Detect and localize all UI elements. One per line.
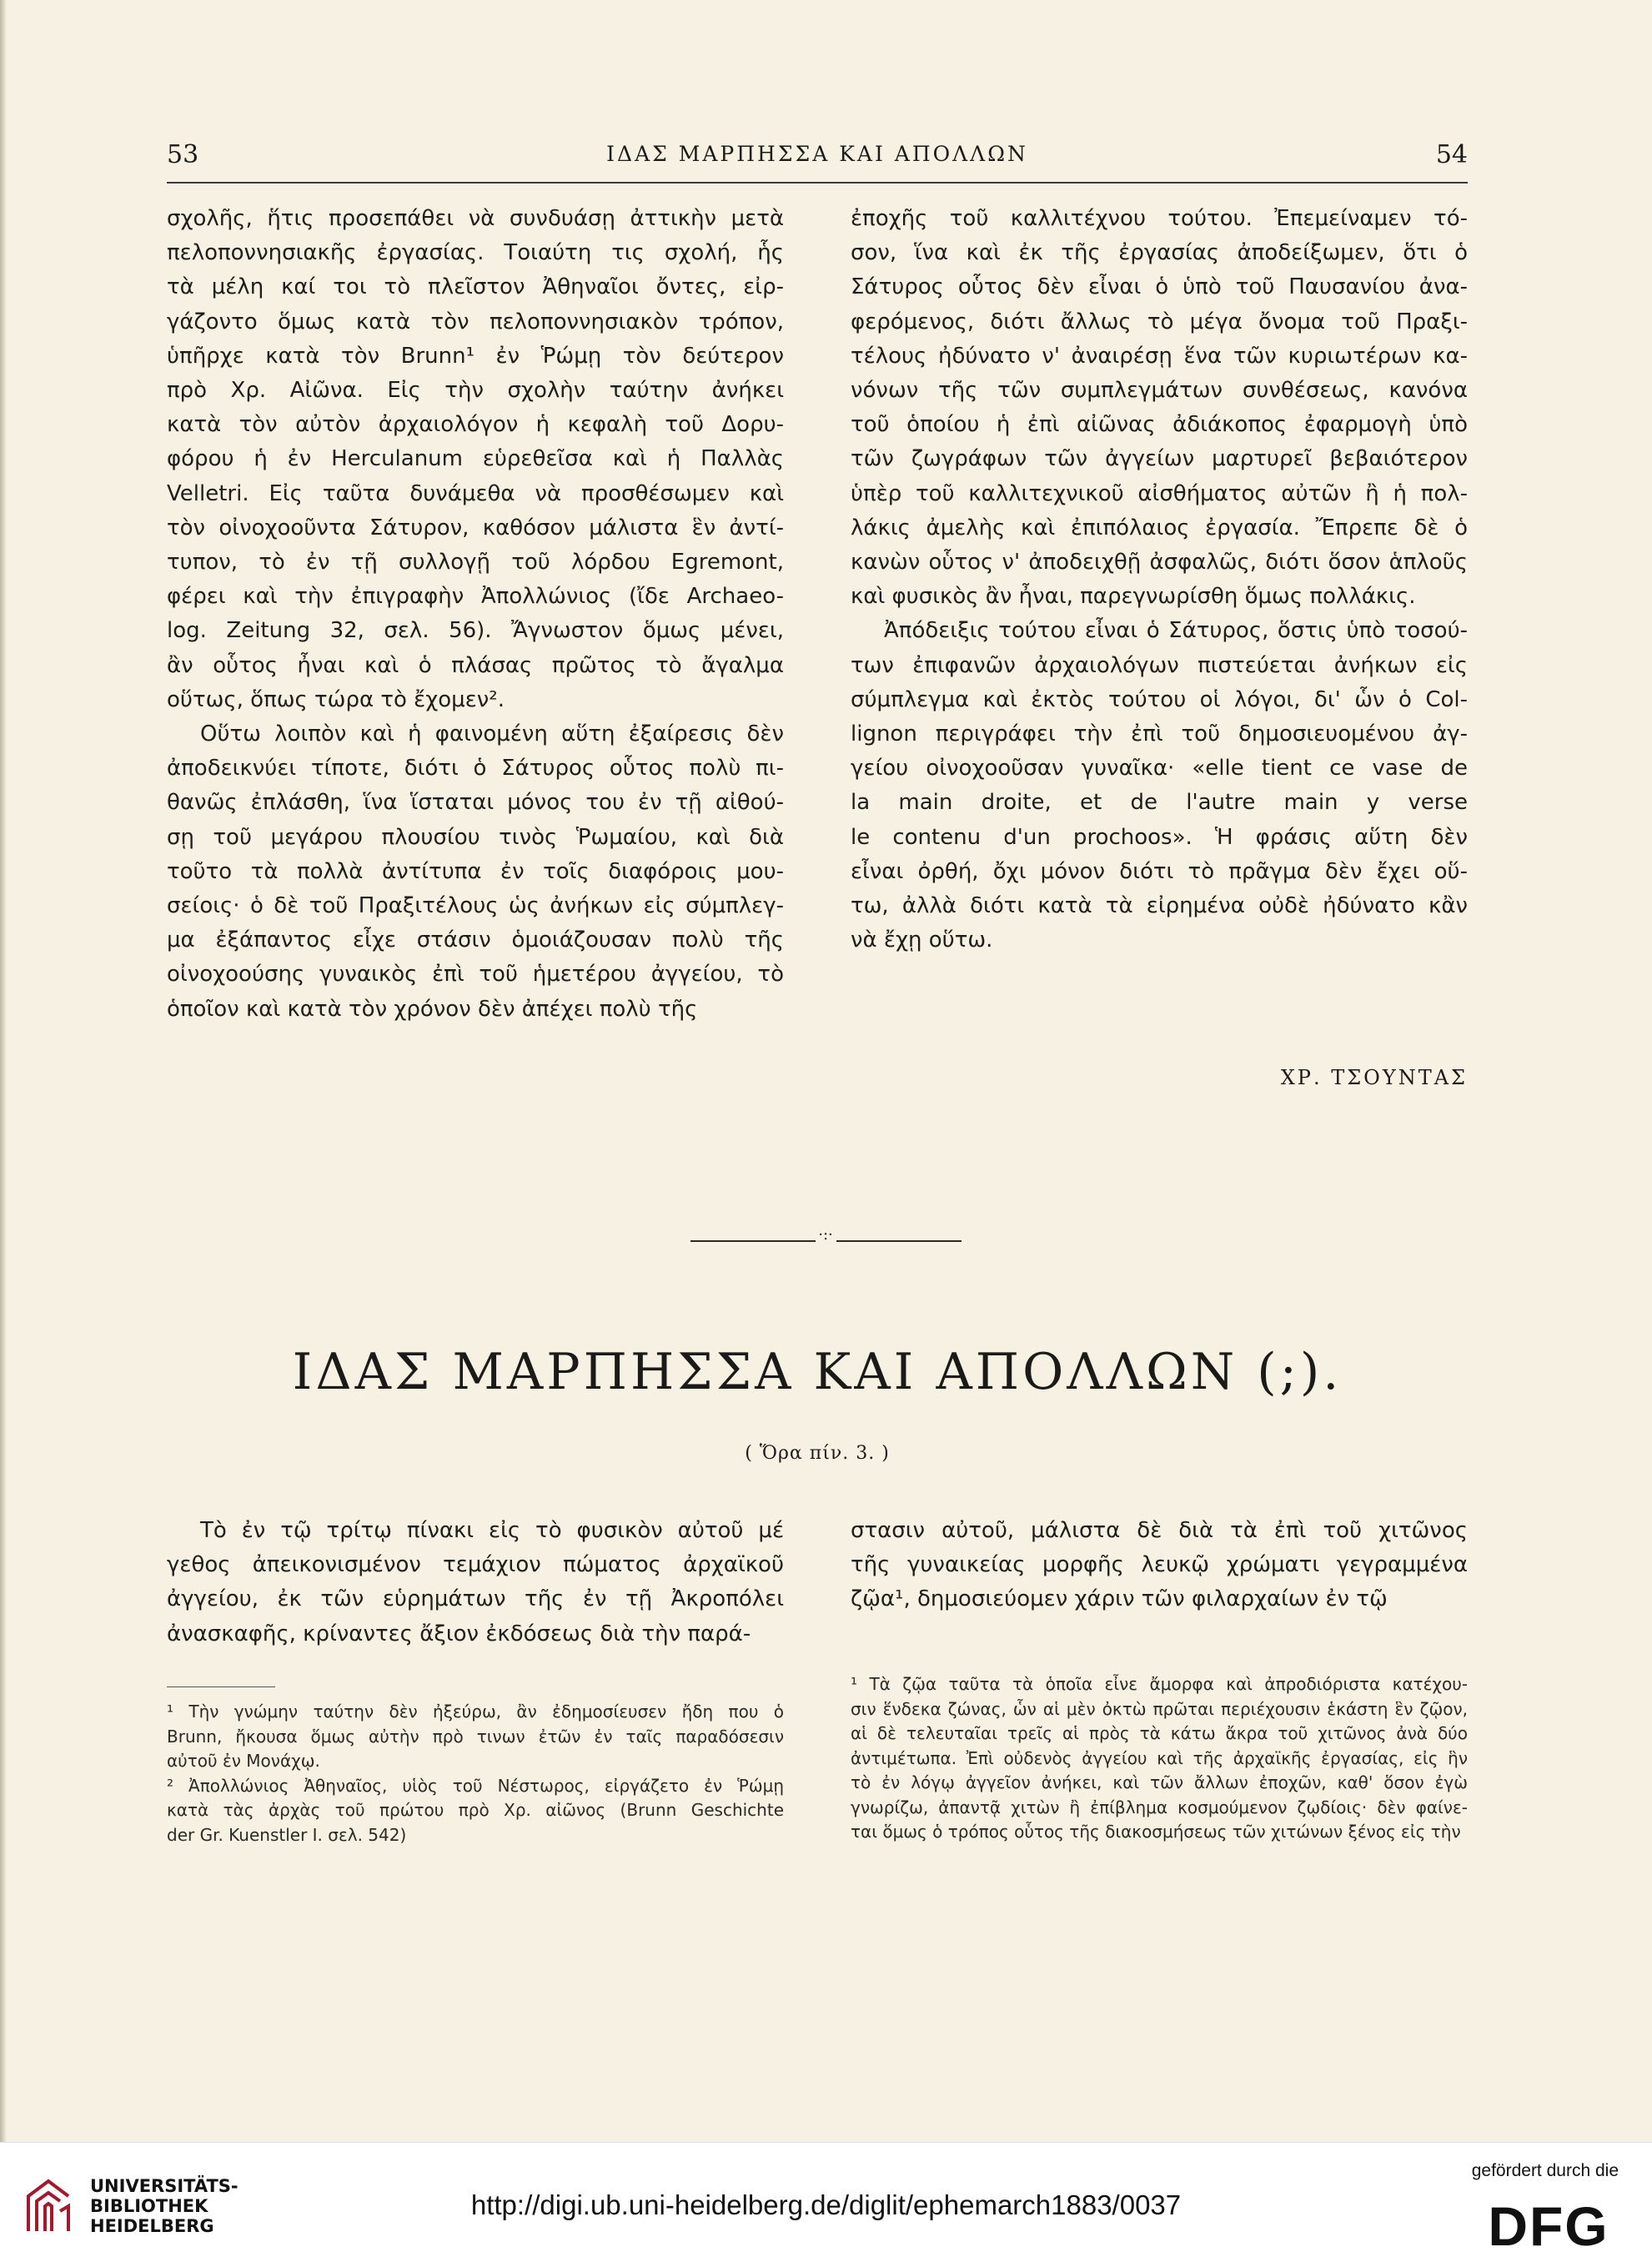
footnote-line: der Gr. Kuenstler I. σελ. 542) <box>167 1824 407 1845</box>
prev-article-column-right <box>851 202 1468 958</box>
running-title: ΙΔΑΣ ΜΑΡΠΗΣΣΑ ΚΑΙ ΑΠΟΛΛΩΝ <box>606 142 1028 166</box>
divider-ornament: ·:· <box>818 1226 833 1244</box>
scan-edge-shadow <box>0 0 7 2142</box>
text-line: σύμπλεγμα καὶ ἐκτὸς τούτου οἱ λόγοι, δι' ὧν ὁ Col- <box>851 686 1468 712</box>
text-line: φέρει καὶ τὴν ἐπιγραφὴν Ἀπολλώνιος (ἴδε Archaeo- <box>167 584 784 610</box>
text-line: ἀγγείου, ἐκ τῶν εὑρημάτων τῆς ἐν τῇ Ἀκροπόλει <box>167 1586 784 1612</box>
text-line: τὸν οἰνοχοοῦντα Σάτυρον, καθόσον μάλιστα ἓν ἀντί- <box>167 515 784 540</box>
permalink-url[interactable]: http://digi.ub.uni-heidelberg.de/diglit/ephemarch1883/0037 <box>470 2189 1182 2220</box>
footnote-line: αἱ δὲ τελευταῖαι τρεῖς αἱ πρὸς τὰ κάτω ἄκρα τοῦ χιτῶνος ἀνὰ δύο <box>851 1723 1468 1743</box>
text-line: la main droite, et de l'autre main y verse <box>851 790 1468 816</box>
text-line: ἀποδεικνύει τίποτε, διότι ὁ Σάτυρος οὗτος πολὺ πι- <box>167 756 784 782</box>
text-line: λάκις ἀμελὴς καὶ ἐπιπόλαιος ἐργασία. Ἔπρεπε δὲ ὁ <box>851 515 1468 540</box>
text-line: καὶ φυσικὸς ἂν ἦναι, παρεγνωρίσθη ὅμως πολλάκις. <box>851 584 1416 610</box>
library-name-line: UNIVERSITÄTS- <box>90 2176 239 2196</box>
text-line: le contenu d'un prochoos». Ἡ φράσις αὕτη δὲν <box>851 824 1468 850</box>
text-line: τοῦ ὁποίου ἡ ἐπὶ αἰῶνας ἀδιάκοπος ἐφαρμογὴ ὑπὸ <box>851 412 1468 438</box>
header-rule <box>167 182 1468 183</box>
text-line: ἂν οὗτος ἦναι καὶ ὁ πλάσας πρῶτος τὸ ἄγαλμα <box>167 652 784 678</box>
text-line: νὰ ἔχῃ οὕτω. <box>851 927 993 953</box>
text-line: σείοις· ὁ δὲ τοῦ Πραξιτέλους ὡς ἀνήκων εἰς σύμπλεγ- <box>167 893 784 919</box>
footnote-line: γνωρίζω, ἀπαντᾷ χιτὼν ἢ ἐπίβλημα κοσμούμενον ζῳδίοις· δὲν φαίνε- <box>851 1797 1468 1817</box>
running-head <box>167 140 1468 173</box>
divider-line-right <box>836 1240 962 1242</box>
footnote-line: αὐτοῦ ἐν Μονάχῳ. <box>167 1751 320 1771</box>
page-number-right: 54 <box>1435 140 1468 169</box>
text-line: Τὸ ἐν τῷ τρίτῳ πίνακι εἰς τὸ φυσικὸν αὐτοῦ μέ <box>200 1518 784 1543</box>
text-line: κανὼν οὗτος ν' ἀποδειχθῇ ἀσφαλῶς, διότι ὅσον ἁπλοῦς <box>851 550 1468 576</box>
dfg-logo-icon[interactable] <box>1479 2199 1619 2251</box>
plate-reference: ( Ὅρα πίν. 3. ) <box>745 1443 890 1464</box>
footnotes-left <box>167 1700 784 1847</box>
text-line: lignon περιγράφει τὴν ἐπὶ τοῦ δημοσιευομένου ἀγ- <box>851 721 1468 747</box>
page-number-left: 53 <box>167 140 199 169</box>
text-line: Σάτυρος οὗτος δὲν εἶναι ὁ ὑπὸ τοῦ Παυσανίου ἀνα- <box>851 274 1468 300</box>
text-line: οὕτως, ὅπως τώρα τὸ ἔχομεν². <box>167 686 505 712</box>
footnote-line: ται ὅμως ὁ τρόπος οὗτος τῆς διακοσμήσεως τῶν χιτώνων ξένος εἰς τὴν <box>851 1822 1461 1842</box>
text-line: ἀνασκαφῆς, κρίναντες ἄξιον ἐκδόσεως διὰ τὴν παρά- <box>167 1621 751 1646</box>
footnote-line: σιν ἕνδεκα ζώνας, ὧν αἱ μὲν ὀκτὼ πρῶται περιέχουσιν ἑκάστη ἓν ζῷον, <box>851 1698 1468 1719</box>
text-line: πελοποννησιακῆς ἐργασίας. Τοιαύτη τις σχολή, ἧς <box>167 240 784 266</box>
text-line: τω, ἀλλὰ διότι κατὰ τὰ εἰρημένα οὐδὲ ἠδύνατο κἂν <box>851 893 1468 919</box>
footnote-line: ¹ Τὰ ζῷα ταῦτα τὰ ὁποῖα εἶνε ἄμορφα καὶ ἀπροδιόριστα κατέχου- <box>851 1674 1468 1694</box>
author-signature: ΧΡ. ΤΣΟΥΝΤΑΣ <box>1280 1066 1468 1089</box>
text-line: Οὕτω λοιπὸν καὶ ἡ φαινομένη αὕτη ἐξαίρεσις δὲν <box>200 721 784 747</box>
text-line: θανῶς ἐπλάσθη, ἵνα ἵσταται μόνος του ἐν τῇ αἰθού- <box>167 790 784 816</box>
library-name-line: BIBLIOTHEK <box>90 2196 208 2216</box>
text-line: νόνων τῆς τῶν συμπλεγμάτων συνθέσεως, κανόνα <box>851 378 1468 404</box>
text-line: ὁποῖον καὶ κατὰ τὸν χρόνον δὲν ἀπέχει πολὺ τῆς <box>167 996 698 1022</box>
text-line: κατὰ τὸν αὐτὸν ἀρχαιολόγον ἡ κεφαλὴ τοῦ Δορυ- <box>167 412 784 438</box>
article-column-right <box>851 1514 1468 1617</box>
text-line: ὑπὲρ τοῦ καλλιτεχνικοῦ αἰσθήματος αὐτῶν ἢ ἡ πολ- <box>851 480 1468 506</box>
text-line: σῃ τοῦ μεγάρου πλουσίου τινὸς Ῥωμαίου, καὶ διὰ <box>167 824 784 850</box>
text-line: εἶναι ὀρθή, ὄχι μόνον διότι τὸ πρᾶγμα δὲν ἔχει οὕ- <box>851 858 1468 884</box>
text-line: τοῦτο τὰ πολλὰ ἀντίτυπα ἐν τοῖς διαφόροις μου- <box>167 858 784 884</box>
text-line: στασιν αὐτοῦ, μάλιστα δὲ διὰ τὰ ἐπὶ τοῦ χιτῶνος <box>851 1518 1468 1543</box>
footnote-line: ² Ἀπολλώνιος Ἀθηναῖος, υἱὸς τοῦ Νέστωρος, εἰργάζετο ἐν Ῥώμῃ <box>167 1775 784 1796</box>
text-line: ἐποχῆς τοῦ καλλιτέχνου τούτου. Ἐπεμείναμεν τό- <box>851 206 1468 231</box>
footnote-line: ἀντιμέτωπα. Ἐπὶ οὐδενὸς ἀγγείου καὶ τῆς ἀρχαϊκῆς ἐργασίας, εἰς ἣν <box>851 1747 1468 1768</box>
text-line: φερόμενος, διότι ἄλλως τὸ μέγα ὄνομα τοῦ Πραξι- <box>851 309 1468 334</box>
svg-text:DFG: DFG <box>1488 2199 1609 2251</box>
text-line: τυπον, τὸ ἐν τῇ συλλογῇ τοῦ λόρδου Egremont, <box>167 550 784 576</box>
text-line: τῶν ζωγράφων τῶν ἀγγείων μαρτυρεῖ βεβαιότερον <box>851 446 1468 472</box>
text-line: τῆς γυναικείας μορφῆς λευκῷ χρώματι γεγραμμένα <box>851 1552 1468 1578</box>
text-line: πρὸ Χρ. Αἰῶνα. Εἰς τὴν σχολὴν ταύτην ἀνήκει <box>167 378 784 404</box>
footnote-line: κατὰ τὰς ἀρχὰς τοῦ πρώτου πρὸ Χρ. αἰῶνος (Brunn Geschichte <box>167 1800 784 1820</box>
text-line: Velletri. Εἰς ταῦτα δυνάμεθα νὰ προσθέσωμεν καὶ <box>167 480 784 506</box>
text-line: ὑπῆρχε κατὰ τὸν Brunn¹ ἐν Ῥώμῃ τὸν δεύτερον <box>167 343 784 369</box>
section-divider <box>690 1226 962 1246</box>
library-name-line: HEIDELBERG <box>90 2216 214 2236</box>
text-line: μα ἐξάπαντος εἶχε στάσιν ὁμοιάζουσαν πολὺ τῆς <box>167 927 784 953</box>
footnote-rule-left <box>167 1686 275 1687</box>
footnote-line: ¹ Τὴν γνώμην ταύτην δὲν ἠξεύρω, ἂν ἐδημοσίευσεν ἤδη που ὁ <box>167 1702 784 1722</box>
text-line: γείου οἰνοχοοῦσαν γυναῖκα· «elle tient ce vase de <box>851 756 1468 782</box>
text-line: φόρου ἡ ἐν Herculanum εὑρεθεῖσα καὶ ἡ Παλλὰς <box>167 446 784 472</box>
article-title: ΙΔΑΣ ΜΑΡΠΗΣΣΑ ΚΑΙ ΑΠΟΛΛΩΝ (;). <box>292 1343 1343 1401</box>
text-line: Ἀπόδειξις τούτου εἶναι ὁ Σάτυρος, ὅστις ὑπὸ τοσού- <box>884 618 1468 644</box>
text-line: τὰ μέλη καί τοι τὸ πλεῖστον Ἀθηναῖοι ὄντες, εἰρ- <box>167 274 784 300</box>
footnote-line: τὸ ἐν λόγῳ ἀγγεῖον ἀνήκει, καὶ τῶν ἄλλων ἐποχῶν, καθ' ὅσον ἐγὼ <box>851 1772 1468 1792</box>
footnote-line: Brunn, ἤκουσα ὅμως αὐτὴν πρὸ τινων ἐτῶν ἐν ταῖς παραδόσεσιν <box>167 1726 784 1747</box>
prev-article-column-left <box>167 202 784 1027</box>
text-line: γεθος ἀπεικονισμένον τεμάχιον πώματος ἀρχαϊκοῦ <box>167 1552 784 1578</box>
article-column-left <box>167 1514 784 1651</box>
text-line: σχολῆς, ἥτις προσεπάθει νὰ συνδυάσῃ ἀττικὴν μετὰ <box>167 206 784 231</box>
footnotes-right <box>851 1672 1468 1845</box>
text-line: ζῷα¹, δημοσιεύομεν χάριν τῶν φιλαρχαίων ἐν τῷ <box>851 1586 1388 1612</box>
text-line: των ἐπιφανῶν ἀρχαιολόγων πιστεύεται ἀνήκων εἰς <box>851 652 1468 678</box>
text-line: σον, ἵνα καὶ ἐκ τῆς ἐργασίας ἀποδείξωμεν, ὅτι ὁ <box>851 240 1468 266</box>
divider-line-left <box>690 1240 816 1242</box>
text-line: τέλους ἠδύνατο ν' ἀναιρέσῃ ἕνα τῶν κυριωτέρων κα- <box>851 343 1468 369</box>
text-line: οἰνοχοούσης γυναικὸς ἐπὶ τοῦ ἡμετέρου ἀγγείου, τὸ <box>167 962 784 988</box>
viewer-footer <box>0 2142 1652 2267</box>
text-line: γάζοντο ὅμως κατὰ τὸν πελοποννησιακὸν τρόπον, <box>167 309 784 334</box>
text-line: log. Zeitung 32, σελ. 56). Ἄγνωστον ὅμως μένει, <box>167 618 784 644</box>
funded-by-label: gefördert durch die <box>1471 2161 1619 2180</box>
